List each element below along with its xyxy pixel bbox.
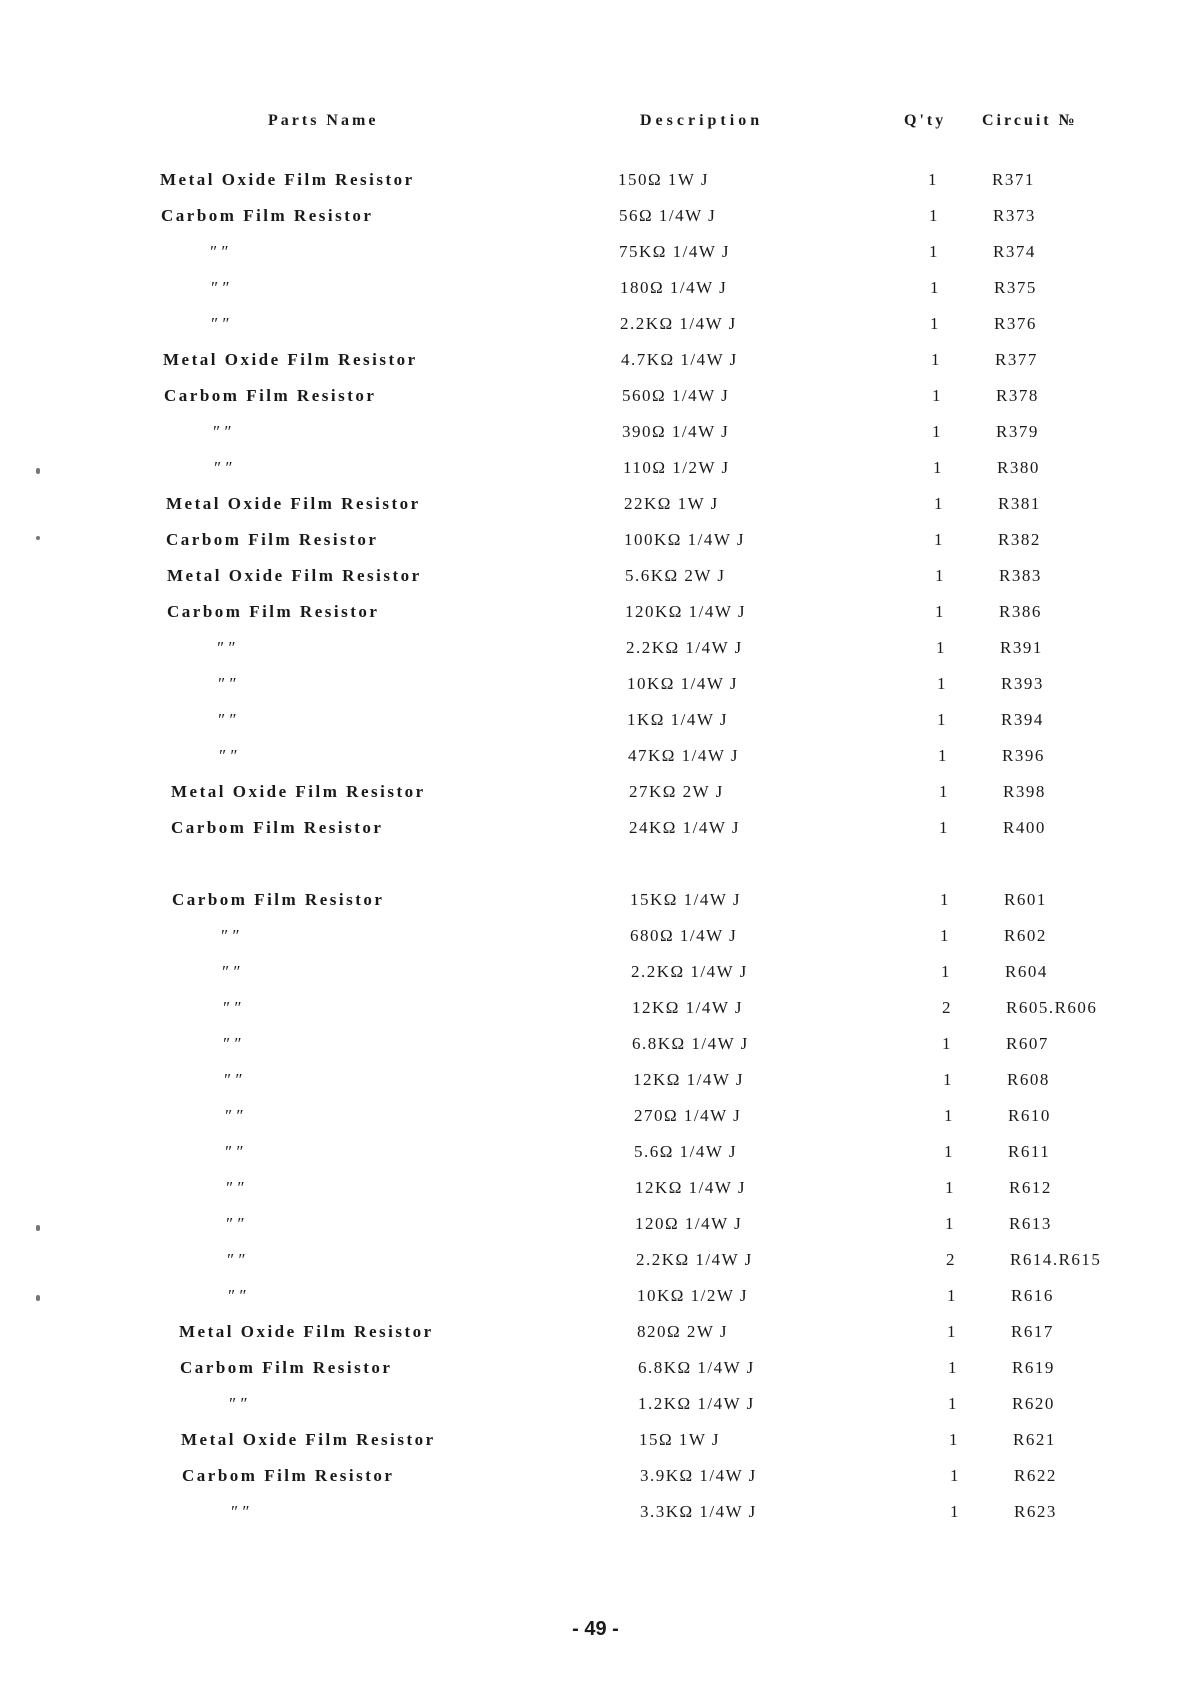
part-qty: 1 (937, 674, 946, 693)
part-name: ″ ″ (217, 710, 236, 729)
table-row (0, 1250, 1191, 1284)
part-name: Carbom Film Resistor (166, 530, 379, 549)
part-description: 15KΩ 1/4W J (630, 890, 741, 909)
circuit-number: R612 (1009, 1178, 1052, 1197)
part-name: ″ ″ (225, 1214, 244, 1233)
circuit-number: R607 (1006, 1034, 1049, 1053)
part-description: 1KΩ 1/4W J (627, 710, 728, 729)
part-name: Metal Oxide Film Resistor (167, 566, 422, 585)
part-description: 5.6Ω 1/4W J (634, 1142, 737, 1161)
part-description: 2.2KΩ 1/4W J (631, 962, 748, 981)
part-description: 120KΩ 1/4W J (625, 602, 746, 621)
circuit-number: R611 (1008, 1142, 1051, 1161)
part-description: 100KΩ 1/4W J (624, 530, 745, 549)
circuit-number: R619 (1012, 1358, 1055, 1377)
part-name: ″ ″ (220, 926, 239, 945)
part-qty: 1 (939, 782, 948, 801)
part-description: 120Ω 1/4W J (635, 1214, 743, 1233)
part-name: ″ ″ (222, 998, 241, 1017)
part-description: 75KΩ 1/4W J (619, 242, 730, 261)
part-qty: 1 (937, 710, 946, 729)
part-name: Carbom Film Resistor (164, 386, 377, 405)
part-qty: 1 (944, 1106, 953, 1125)
part-qty: 1 (940, 926, 949, 945)
part-qty: 1 (949, 1430, 958, 1449)
part-description: 56Ω 1/4W J (619, 206, 717, 225)
table-row (0, 1430, 1191, 1464)
circuit-number: R386 (999, 602, 1042, 621)
part-qty: 1 (948, 1358, 957, 1377)
table-row (0, 1070, 1191, 1104)
part-qty: 2 (946, 1250, 955, 1269)
part-description: 12KΩ 1/4W J (633, 1070, 744, 1089)
part-name: Metal Oxide Film Resistor (179, 1322, 434, 1341)
part-name: Metal Oxide Film Resistor (163, 350, 418, 369)
circuit-number: R610 (1008, 1106, 1051, 1125)
part-description: 10KΩ 1/2W J (637, 1286, 748, 1305)
part-qty: 1 (938, 746, 947, 765)
circuit-number: R374 (993, 242, 1036, 261)
circuit-number: R605.R606 (1006, 998, 1098, 1017)
part-name: Carbom Film Resistor (161, 206, 374, 225)
header-description: Description (640, 112, 764, 129)
part-description: 12KΩ 1/4W J (632, 998, 743, 1017)
circuit-number: R601 (1004, 890, 1047, 909)
part-name: ″ ″ (221, 962, 240, 981)
circuit-number: R602 (1004, 926, 1047, 945)
circuit-number: R381 (998, 494, 1041, 513)
table-row (0, 1034, 1191, 1068)
circuit-number: R380 (997, 458, 1040, 477)
circuit-number: R379 (996, 422, 1039, 441)
table-row (0, 890, 1191, 924)
part-qty: 1 (928, 170, 937, 189)
part-description: 24KΩ 1/4W J (629, 818, 740, 837)
part-qty: 1 (944, 1142, 953, 1161)
part-qty: 1 (936, 638, 945, 657)
part-description: 180Ω 1/4W J (620, 278, 728, 297)
part-name: ″ ″ (230, 1502, 249, 1521)
part-name: ″ ″ (209, 242, 228, 261)
table-row (0, 1466, 1191, 1500)
scan-speck (36, 1295, 40, 1301)
table-row (0, 638, 1191, 672)
circuit-number: R616 (1011, 1286, 1054, 1305)
table-row (0, 350, 1191, 384)
table-row (0, 818, 1191, 852)
part-qty: 1 (934, 494, 943, 513)
part-qty: 1 (950, 1502, 959, 1521)
part-description: 2.2KΩ 1/4W J (620, 314, 737, 333)
table-row (0, 566, 1191, 600)
part-description: 2.2KΩ 1/4W J (636, 1250, 753, 1269)
circuit-number: R623 (1014, 1502, 1057, 1521)
table-row (0, 1106, 1191, 1140)
part-qty: 1 (947, 1322, 956, 1341)
table-row (0, 1142, 1191, 1176)
header-qty: Q'ty (904, 112, 947, 129)
part-name: ″ ″ (225, 1178, 244, 1197)
table-row (0, 422, 1191, 456)
part-qty: 1 (948, 1394, 957, 1413)
header-parts-name: Parts Name (268, 112, 379, 129)
part-qty: 1 (934, 530, 943, 549)
circuit-number: R371 (992, 170, 1035, 189)
circuit-number: R382 (998, 530, 1041, 549)
part-description: 5.6KΩ 2W J (625, 566, 726, 585)
circuit-number: R613 (1009, 1214, 1052, 1233)
table-row (0, 782, 1191, 816)
part-name: ″ ″ (210, 278, 229, 297)
part-name: Carbom Film Resistor (182, 1466, 395, 1485)
part-qty: 1 (929, 242, 938, 261)
part-qty: 1 (947, 1286, 956, 1305)
part-qty: 1 (932, 422, 941, 441)
part-name: ″ ″ (213, 458, 232, 477)
circuit-number: R391 (1000, 638, 1043, 657)
part-description: 270Ω 1/4W J (634, 1106, 742, 1125)
table-row (0, 998, 1191, 1032)
circuit-number: R378 (996, 386, 1039, 405)
part-name: ″ ″ (217, 674, 236, 693)
circuit-number: R375 (994, 278, 1037, 297)
part-qty: 1 (935, 602, 944, 621)
part-name: Carbom Film Resistor (172, 890, 385, 909)
part-description: 15Ω 1W J (639, 1430, 720, 1449)
part-description: 22KΩ 1W J (624, 494, 719, 513)
circuit-number: R376 (994, 314, 1037, 333)
table-row (0, 1214, 1191, 1248)
part-qty: 1 (932, 386, 941, 405)
part-qty: 1 (939, 818, 948, 837)
part-name: Carbom Film Resistor (180, 1358, 393, 1377)
part-description: 110Ω 1/2W J (623, 458, 730, 477)
part-name: Carbom Film Resistor (171, 818, 384, 837)
part-description: 4.7KΩ 1/4W J (621, 350, 738, 369)
table-row (0, 962, 1191, 996)
part-name: ″ ″ (216, 638, 235, 657)
part-qty: 1 (930, 314, 939, 333)
table-row (0, 1358, 1191, 1392)
table-row (0, 674, 1191, 708)
part-qty: 1 (935, 566, 944, 585)
part-qty: 1 (943, 1070, 952, 1089)
circuit-number: R621 (1013, 1430, 1056, 1449)
table-row (0, 602, 1191, 636)
part-name: ″ ″ (224, 1106, 243, 1125)
circuit-number: R383 (999, 566, 1042, 585)
part-description: 680Ω 1/4W J (630, 926, 738, 945)
part-qty: 1 (931, 350, 940, 369)
circuit-number: R622 (1014, 1466, 1057, 1485)
part-name: ″ ″ (228, 1394, 247, 1413)
circuit-number: R620 (1012, 1394, 1055, 1413)
circuit-number: R398 (1003, 782, 1046, 801)
scan-speck (36, 468, 40, 474)
table-row (0, 1322, 1191, 1356)
part-description: 390Ω 1/4W J (622, 422, 730, 441)
part-qty: 1 (950, 1466, 959, 1485)
part-description: 6.8KΩ 1/4W J (638, 1358, 755, 1377)
circuit-number: R604 (1005, 962, 1048, 981)
scan-speck (36, 536, 40, 540)
table-row (0, 206, 1191, 240)
table-row (0, 1286, 1191, 1320)
part-name: Metal Oxide Film Resistor (171, 782, 426, 801)
part-qty: 1 (941, 962, 950, 981)
table-row (0, 386, 1191, 420)
part-qty: 2 (942, 998, 951, 1017)
part-description: 820Ω 2W J (637, 1322, 728, 1341)
table-row (0, 530, 1191, 564)
circuit-number: R617 (1011, 1322, 1054, 1341)
part-description: 6.8KΩ 1/4W J (632, 1034, 749, 1053)
part-name: ″ ″ (226, 1250, 245, 1269)
part-name: ″ ″ (212, 422, 231, 441)
part-name: Metal Oxide Film Resistor (160, 170, 415, 189)
table-row (0, 170, 1191, 204)
part-name: ″ ″ (210, 314, 229, 333)
part-description: 2.2KΩ 1/4W J (626, 638, 743, 657)
part-name: ″ ″ (223, 1070, 242, 1089)
table-row (0, 242, 1191, 276)
circuit-number: R394 (1001, 710, 1044, 729)
part-description: 10KΩ 1/4W J (627, 674, 738, 693)
part-description: 3.9KΩ 1/4W J (640, 1466, 757, 1485)
circuit-number: R373 (993, 206, 1036, 225)
header-circuit-no: Circuit № (982, 112, 1078, 129)
part-qty: 1 (933, 458, 942, 477)
circuit-number: R614.R615 (1010, 1250, 1102, 1269)
circuit-number: R396 (1002, 746, 1045, 765)
circuit-number: R608 (1007, 1070, 1050, 1089)
table-row (0, 314, 1191, 348)
part-qty: 1 (945, 1214, 954, 1233)
table-row (0, 458, 1191, 492)
part-description: 1.2KΩ 1/4W J (638, 1394, 755, 1413)
circuit-number: R393 (1001, 674, 1044, 693)
part-description: 12KΩ 1/4W J (635, 1178, 746, 1197)
table-row (0, 1394, 1191, 1428)
part-description: 47KΩ 1/4W J (628, 746, 739, 765)
table-row (0, 278, 1191, 312)
part-name: Metal Oxide Film Resistor (181, 1430, 436, 1449)
part-qty: 1 (929, 206, 938, 225)
part-name: ″ ″ (218, 746, 237, 765)
table-row (0, 494, 1191, 528)
part-name: ″ ″ (227, 1286, 246, 1305)
table-row (0, 710, 1191, 744)
table-header (0, 112, 1191, 142)
table-row (0, 926, 1191, 960)
part-qty: 1 (940, 890, 949, 909)
table-row (0, 746, 1191, 780)
part-qty: 1 (945, 1178, 954, 1197)
part-qty: 1 (930, 278, 939, 297)
page-number: - 49 - (572, 1618, 619, 1640)
table-row (0, 1502, 1191, 1536)
table-row (0, 1178, 1191, 1212)
circuit-number: R400 (1003, 818, 1046, 837)
scan-speck (36, 1225, 40, 1231)
circuit-number: R377 (995, 350, 1038, 369)
part-description: 150Ω 1W J (618, 170, 709, 189)
part-name: ″ ″ (222, 1034, 241, 1053)
part-name: Metal Oxide Film Resistor (166, 494, 421, 513)
part-description: 560Ω 1/4W J (622, 386, 730, 405)
part-description: 3.3KΩ 1/4W J (640, 1502, 757, 1521)
part-name: Carbom Film Resistor (167, 602, 380, 621)
part-description: 27KΩ 2W J (629, 782, 724, 801)
part-name: ″ ″ (224, 1142, 243, 1161)
part-qty: 1 (942, 1034, 951, 1053)
